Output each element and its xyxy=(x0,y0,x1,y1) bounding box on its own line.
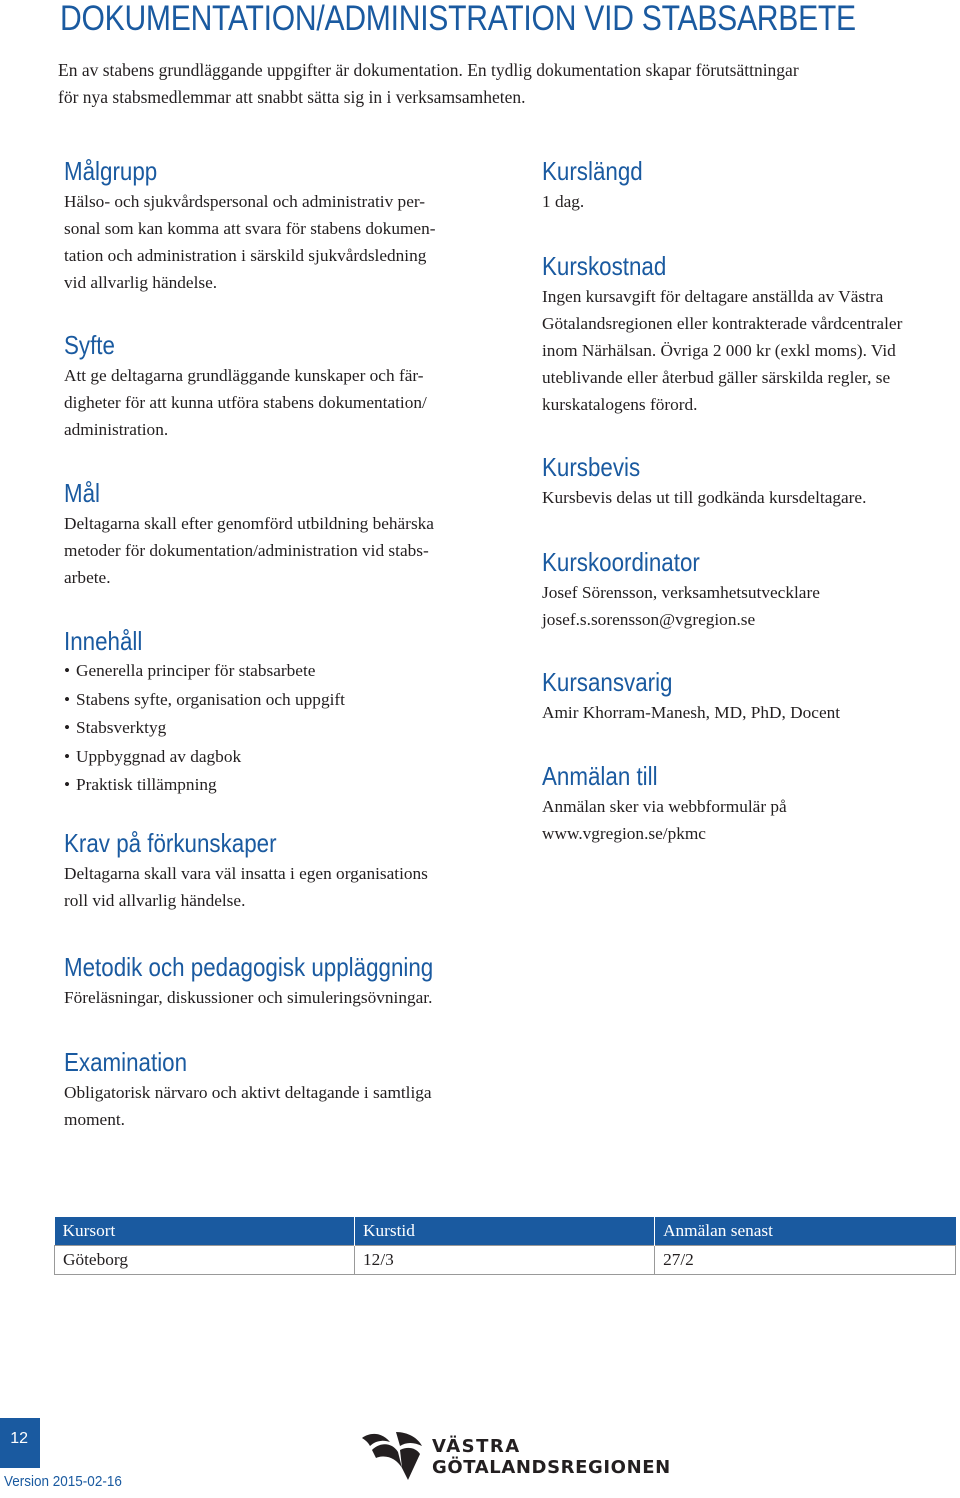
section-body-mal xyxy=(64,510,494,591)
table-header-row xyxy=(55,1217,956,1246)
bullet-icon: • xyxy=(64,689,71,709)
column-header-kursort: Kursort xyxy=(55,1217,355,1246)
bullet-icon: • xyxy=(64,661,71,680)
text-line: Josef Sörensson, verksamhetsutvecklare xyxy=(542,583,820,602)
text-line: metoder för dokumentation/administration vid stabs- xyxy=(64,541,429,560)
section-heading-examination: Examination xyxy=(64,1047,188,1077)
section-body-metodik xyxy=(64,984,924,1011)
list-item-label: Uppbyggnad av dagbok xyxy=(76,746,242,766)
text-line: sonal som kan komma att svara för stabens dokumen- xyxy=(64,219,436,238)
text-line: Amir Khorram-Manesh, MD, PhD, Docent xyxy=(542,703,841,722)
vgregion-logo xyxy=(356,1428,671,1484)
logo-line: GÖTALANDSREGIONEN xyxy=(432,1457,671,1478)
section-body-kurskostnad xyxy=(542,283,957,418)
intro-line: En av stabens grundläggande uppgifter är dokumentation. En tydlig dokumentation skapar förutsättningar xyxy=(58,60,799,80)
table-cell: Göteborg xyxy=(55,1246,355,1275)
right-column xyxy=(542,156,957,847)
section-heading-anmalan: Anmälan till xyxy=(542,761,658,791)
bottom-sections xyxy=(64,952,924,1133)
list-item xyxy=(64,657,494,686)
list-item xyxy=(64,714,494,743)
logo-line: VÄSTRA xyxy=(432,1436,521,1457)
section-heading-krav: Krav på förkunskaper xyxy=(64,827,277,858)
section-heading-syfte: Syfte xyxy=(64,330,115,360)
section-body-malgrupp xyxy=(64,188,494,296)
text-line: moment. xyxy=(64,1110,125,1129)
text-line: Deltagarna skall vara väl insatta i egen organisations xyxy=(64,863,428,883)
text-line: Hälso- och sjukvårdspersonal och administrativ per- xyxy=(64,192,426,211)
text-line: Anmälan sker via webbformulär på xyxy=(542,797,787,816)
content-list xyxy=(64,657,494,800)
list-item-label: Stabens syfte, organisation och uppgift xyxy=(76,689,345,709)
text-line: Föreläsningar, diskussioner och simuleringsövningar. xyxy=(64,988,433,1007)
text-line: vid allvarlig händelse. xyxy=(64,273,218,292)
section-heading-kursbevis: Kursbevis xyxy=(542,452,641,482)
intro-line: för nya stabsmedlemmar att snabbt sätta sig in i verksamsamheten. xyxy=(58,87,526,107)
text-line: Deltagarna skall efter genomförd utbildning behärska xyxy=(64,514,434,533)
bullet-icon: • xyxy=(64,775,71,794)
list-item-label: Stabsverktyg xyxy=(76,718,167,737)
page-number-tab xyxy=(0,1418,40,1468)
section-heading-kursansvarig: Kursansvarig xyxy=(542,667,673,697)
table-cell: 27/2 xyxy=(655,1246,956,1275)
text-line: Att ge deltagarna grundläggande kunskaper och fär- xyxy=(64,366,424,385)
section-heading-kurskoordinator: Kurskoordinator xyxy=(542,547,700,577)
section-body-kurslangd xyxy=(542,188,957,215)
table-cell: 12/3 xyxy=(355,1246,655,1275)
text-line: Ingen kursavgift för deltagare anställda av Västra xyxy=(542,287,884,306)
section-heading-kurskostnad: Kurskostnad xyxy=(542,251,667,281)
registration-link[interactable]: www.vgregion.se/pkmc xyxy=(542,824,706,843)
text-line: digheter för att kunna utföra stabens dokumentation/ xyxy=(64,393,427,412)
page-title: DOKUMENTATION/ADMINISTRATION VID STABSARBETE xyxy=(60,0,856,38)
version-label: Version 2015-02-16 xyxy=(4,1473,122,1490)
text-line: inom Närhälsan. Övriga 2 000 kr (exkl moms). Vid xyxy=(542,341,896,360)
text-line: Kursbevis delas ut till godkända kursdeltagare. xyxy=(542,488,867,507)
text-line: Götalandsregionen eller kontrakterade vårdcentraler xyxy=(542,314,903,333)
text-line: arbete. xyxy=(64,568,111,587)
list-item xyxy=(64,743,494,772)
text-line: roll vid allvarlig händelse. xyxy=(64,890,246,910)
column-header-kurstid: Kurstid xyxy=(355,1217,655,1246)
section-body-kursbevis xyxy=(542,484,957,511)
section-body-anmalan xyxy=(542,793,957,847)
section-heading-mal: Mål xyxy=(64,478,101,508)
logo-text xyxy=(432,1436,671,1478)
list-item xyxy=(64,771,494,800)
section-body-krav xyxy=(64,860,494,914)
section-heading-kurslangd: Kurslängd xyxy=(542,156,643,186)
text-line: tation och administration i särskild sjukvårdsledning xyxy=(64,246,427,265)
section-body-syfte xyxy=(64,362,494,443)
text-line: uteblivande eller återbud gäller särskilda regler, se xyxy=(542,368,891,387)
text-line: kurskatalogens förord. xyxy=(542,395,698,414)
schedule-table xyxy=(54,1217,956,1275)
text-line: 1 dag. xyxy=(542,192,585,211)
list-item-label: Generella principer för stabsarbete xyxy=(76,661,316,680)
intro-text xyxy=(58,57,958,111)
text-line: Obligatorisk närvaro och aktivt deltagande i samtliga xyxy=(64,1083,432,1102)
section-heading-innehall: Innehåll xyxy=(64,626,143,656)
section-body-examination xyxy=(64,1079,924,1133)
bullet-icon: • xyxy=(64,718,71,737)
section-heading-malgrupp: Målgrupp xyxy=(64,156,158,186)
logo-mark-icon xyxy=(356,1428,428,1484)
bullet-icon: • xyxy=(64,746,71,766)
section-body-kurskoordinator xyxy=(542,579,957,633)
list-item xyxy=(64,686,494,715)
column-header-anmalan: Anmälan senast xyxy=(655,1217,956,1246)
table-row xyxy=(55,1246,956,1275)
section-heading-metodik: Metodik och pedagogisk uppläggning xyxy=(64,952,434,982)
section-body-kursansvarig xyxy=(542,699,957,726)
page-number: 12 xyxy=(10,1430,28,1447)
left-column xyxy=(64,156,494,914)
coordinator-email[interactable]: josef.s.sorensson@vgregion.se xyxy=(542,610,756,629)
list-item-label: Praktisk tillämpning xyxy=(76,775,217,794)
text-line: administration. xyxy=(64,420,169,439)
